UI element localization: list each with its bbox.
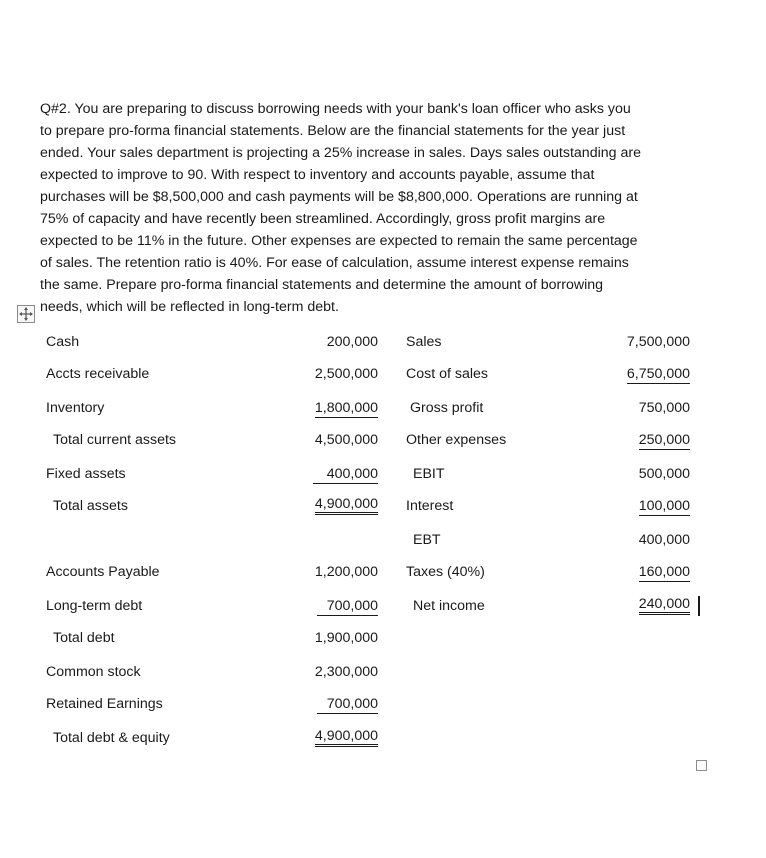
bs-value-total-debt: 1,900,000 [314, 630, 378, 646]
is-label-interest: Interest [406, 498, 454, 514]
bs-value-total-debt-equity: 4,900,000 [315, 729, 378, 747]
is-value-interest: 100,000 [638, 498, 690, 514]
is-label-ebit: EBIT [413, 466, 445, 482]
is-label-cost-of-sales: Cost of sales [406, 366, 489, 382]
bs-label-cash: Cash [46, 334, 80, 350]
table-move-handle-icon[interactable] [17, 305, 35, 323]
is-value-sales: 7,500,000 [626, 334, 690, 350]
question-line: purchases will be $8,500,000 and cash payments will be $8,800,000. Operations are running at [40, 189, 638, 205]
bs-label-retained-earnings: Retained Earnings [46, 696, 163, 712]
bs-value-total-current-assets: 4,500,000 [314, 432, 378, 448]
is-label-ebt: EBT [413, 532, 441, 548]
bs-label-fixed-assets: Fixed assets [46, 466, 126, 482]
bs-label-total-debt-equity: Total debt & equity [53, 730, 170, 746]
bs-value-inventory: 1,800,000 [314, 400, 378, 416]
is-label-taxes: Taxes (40%) [406, 564, 485, 580]
is-value-ebt: 400,000 [638, 532, 690, 548]
text-cursor [698, 596, 700, 616]
bs-label-accounts-payable: Accounts Payable [46, 564, 160, 580]
bs-label-long-term-debt: Long-term debt [46, 598, 143, 614]
is-value-gross-profit: 750,000 [638, 400, 690, 416]
bs-value-common-stock: 2,300,000 [314, 664, 378, 680]
is-value-other-expenses: 250,000 [638, 432, 690, 448]
bs-value-accounts-payable: 1,200,000 [314, 564, 378, 580]
question-line: expected to be 11% in the future. Other expenses are expected to remain the same percentage [40, 233, 638, 249]
bs-value-total-assets: 4,900,000 [315, 497, 378, 515]
is-value-net-income: 240,000 [639, 597, 690, 615]
bs-value-long-term-debt: 700,000 [317, 597, 378, 616]
question-line: Q#2. You are preparing to discuss borrowing needs with your bank's loan officer who asks you [40, 101, 631, 117]
bs-label-inventory: Inventory [46, 400, 105, 416]
question-line: the same. Prepare pro-forma financial statements and determine the amount of borrowing [40, 277, 604, 293]
question-line: of sales. The retention ratio is 40%. For ease of calculation, assume interest expense remains [40, 255, 629, 271]
question-line: 75% of capacity and have recently been streamlined. Accordingly, gross profit margins are [40, 211, 606, 227]
bs-value-fixed-assets: 400,000 [313, 465, 378, 484]
table-resize-handle[interactable] [696, 760, 707, 771]
is-value-ebit: 500,000 [638, 466, 690, 482]
bs-label-common-stock: Common stock [46, 664, 141, 680]
bs-label-total-assets: Total assets [53, 498, 128, 514]
bs-label-accts-receivable: Accts receivable [46, 366, 150, 382]
question-line: needs, which will be reflected in long-term debt. [40, 299, 339, 315]
question-text [40, 98, 700, 318]
is-value-cost-of-sales: 6,750,000 [626, 366, 690, 382]
question-line: to prepare pro-forma financial statements. Below are the financial statements for the year just [40, 123, 626, 139]
question-line: ended. Your sales department is projecting a 25% increase in sales. Days sales outstanding are [40, 145, 641, 161]
is-value-taxes: 160,000 [638, 564, 690, 580]
bs-label-total-current-assets: Total current assets [53, 432, 177, 448]
bs-value-retained-earnings: 700,000 [317, 695, 378, 714]
bs-label-total-debt: Total debt [53, 630, 115, 646]
question-line: expected to improve to 90. With respect to inventory and accounts payable, assume that [40, 167, 595, 183]
is-label-other-expenses: Other expenses [406, 432, 507, 448]
bs-value-cash: 200,000 [326, 334, 378, 350]
is-label-sales: Sales [406, 334, 442, 350]
is-label-gross-profit: Gross profit [410, 400, 484, 416]
bs-value-accts-receivable: 2,500,000 [314, 366, 378, 382]
is-label-net-income: Net income [413, 598, 485, 614]
